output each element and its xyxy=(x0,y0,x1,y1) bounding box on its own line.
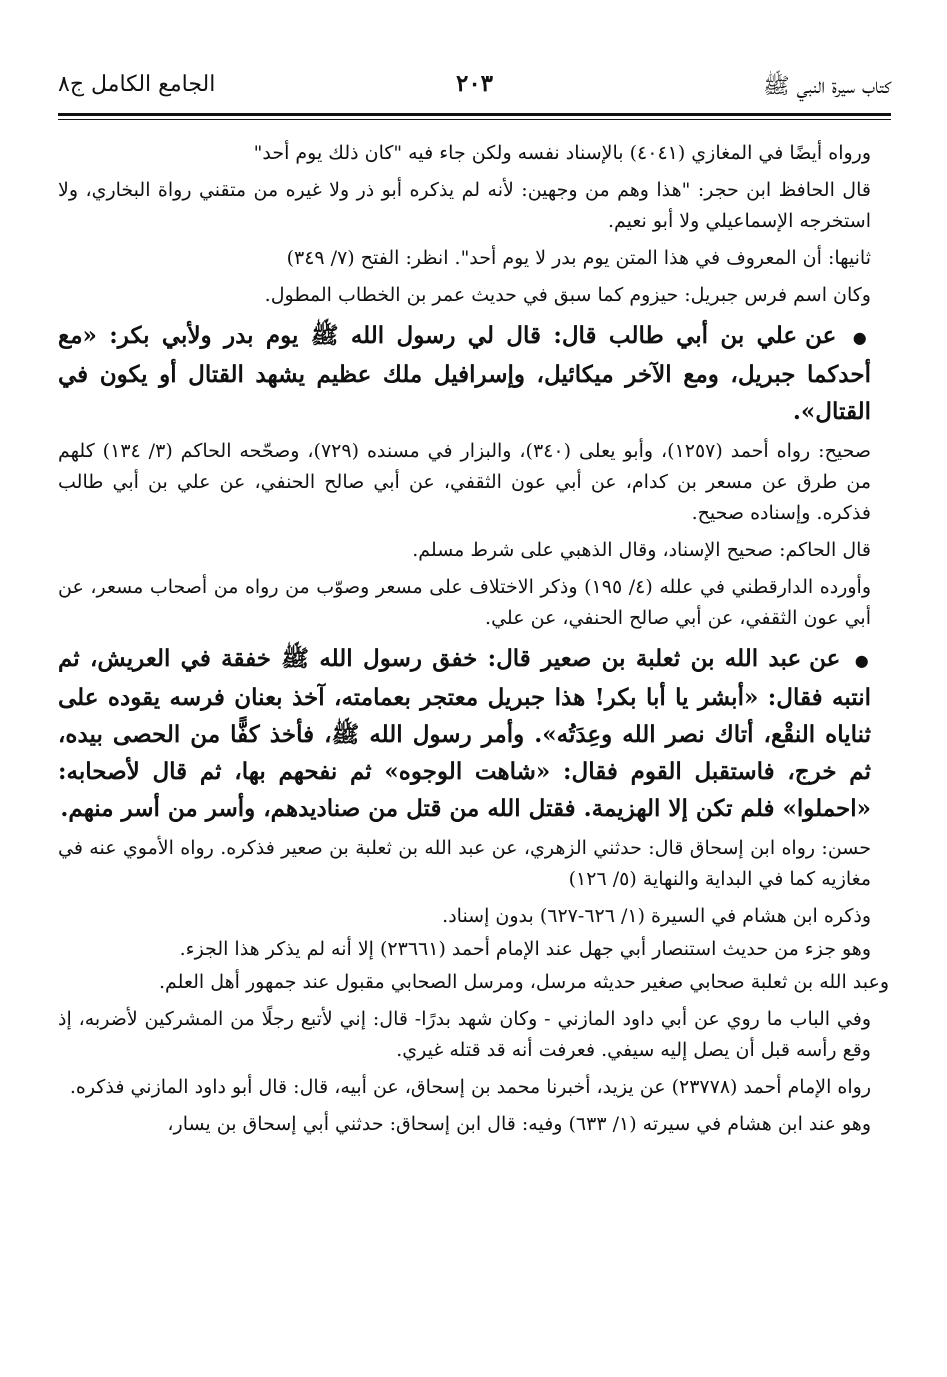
bullet-icon: ● xyxy=(852,328,871,347)
hadith-paragraph xyxy=(58,317,889,430)
note-paragraph xyxy=(58,1109,889,1140)
paragraph-text: وهو عند ابن هشام في سيرته (١/ ٦٣٣) وفيه: قال ابن إسحاق: حدثني أبي إسحاق بن يسار، xyxy=(167,1113,871,1135)
note-paragraph xyxy=(58,535,889,566)
paragraph-text: وذكره ابن هشام في السيرة (١/ ٦٢٦-٦٢٧) بدون إسناد. xyxy=(442,905,871,927)
note-paragraph xyxy=(58,572,889,634)
paragraph-text: ورواه أيضًا في المغازي (٤٠٤١) بالإسناد نفسه ولكن جاء فيه "كان ذلك يوم أحد" xyxy=(253,142,871,164)
note-paragraph xyxy=(58,1072,889,1103)
page-header xyxy=(58,66,891,106)
page-body xyxy=(58,138,889,1146)
running-head-book-title: كتاب سيرة النبي ﷺ xyxy=(763,74,891,99)
paragraph-text: وكان اسم فرس جبريل: حيزوم كما سبق في حديث عمر بن الخطاب المطول. xyxy=(264,284,871,306)
note-paragraph xyxy=(58,138,889,169)
note-paragraph xyxy=(58,1004,889,1066)
hadith-text: عن علي بن أبي طالب قال: قال لي رسول الله ﷺ يوم بدر ولأبي بكر: «مع أحدكما جبريل، ومع الآخر ميكائيل، وإسرافيل ملك عظيم يشهد القتال أو يكون في القتال». xyxy=(58,322,871,425)
note-paragraph xyxy=(58,934,889,965)
paragraph-text: قال الحافظ ابن حجر: "هذا وهم من وجهين: لأنه لم يذكره أبو ذر ولا غيره من متقني رواة البخاري، ولا استخرجه الإسماعيلي ولا أبو نعيم. xyxy=(58,179,871,232)
note-paragraph xyxy=(58,436,889,529)
hadith-text: عن عبد الله بن ثعلبة بن صعير قال: خفق رسول الله ﷺ خفقة في العريش، ثم انتبه فقال: «أبشر يا أبا بكر! هذا جبريل معتجر بعمامته، آخذ بعنان فرسه يقوده على ثناياه النقْع، أتاك نصر الله وعِدَتُه». وأمر رسول الله ﷺ، فأخذ كفًّا من الحصى بيده، ثم خرج، فاستقبل القوم فقال: «شاهت الوجوه» ثم نفحهم بها، ثم قال لأصحابه: «احملوا» فلم تكن إلا الهزيمة. فقتل الله من قتل من صناديدهم، وأسر من أسر منهم. xyxy=(58,645,871,822)
paragraph-text: رواه الإمام أحمد (٢٣٧٧٨) عن يزيد، أخبرنا محمد بن إسحاق، عن أبيه، قال: قال أبو داود المازني فذكره. xyxy=(69,1076,871,1098)
paragraph-text: وأورده الدارقطني في علله (٤/ ١٩٥) وذكر الاختلاف على مسعر وصوّب من رواه من أصحاب مسعر، عن أبي عون الثقفي، عن أبي صالح الحنفي، عن علي. xyxy=(58,576,871,629)
paragraph-text: وهو جزء من حديث استنصار أبي جهل عند الإمام أحمد (٢٣٦٦١) إلا أنه لم يذكر هذا الجزء. xyxy=(179,938,871,960)
hadith-paragraph xyxy=(58,640,889,827)
paragraph-text: وفي الباب ما روي عن أبي داود المازني - وكان شهد بدرًا- قال: إني لأتبع رجلًا من المشركين لأضربه، إذ وقع رأسه قبل أن يصل إليه سيفي. فعرفت أنه قد قتله غيري. xyxy=(58,1008,871,1061)
paragraph-text: ثانيها: أن المعروف في هذا المتن يوم بدر لا يوم أحد". انظر: الفتح (٧/ ٣٤٩) xyxy=(286,247,871,269)
note-paragraph xyxy=(58,967,889,998)
paragraph-text: قال الحاكم: صحيح الإسناد، وقال الذهبي على شرط مسلم. xyxy=(412,539,871,561)
bullet-icon: ● xyxy=(854,651,871,670)
header-rule-thin xyxy=(58,119,891,120)
paragraph-text: حسن: رواه ابن إسحاق قال: حدثني الزهري، عن عبد الله بن ثعلبة بن صعير فذكره. رواه الأموي عنه في مغازيه كما في البداية والنهاية (٥/ ١٢٦) xyxy=(58,837,871,890)
note-paragraph xyxy=(58,901,889,932)
running-head-volume-title: الجامع الكامل ج٨ xyxy=(58,72,216,97)
note-paragraph xyxy=(58,280,889,311)
paragraph-text: صحيح: رواه أحمد (١٢٥٧)، وأبو يعلى (٣٤٠)، والبزار في مسنده (٧٢٩)، وصحّحه الحاكم (٣/ ١٣٤) كلهم من طرق عن مسعر بن كدام، عن أبي عون الثقفي، عن أبي صالح الحنفي، عن علي بن أبي طالب فذكره. وإسناده صحيح. xyxy=(58,440,871,524)
paragraph-text: وعبد الله بن ثعلبة صحابي صغير حديثه مرسل، ومرسل الصحابي مقبول عند جمهور أهل العلم. xyxy=(158,971,889,993)
note-paragraph xyxy=(58,175,889,237)
note-paragraph xyxy=(58,243,889,274)
page-number: ٢٠٣ xyxy=(455,70,494,97)
header-rule-thick xyxy=(58,113,891,116)
note-paragraph xyxy=(58,833,889,895)
